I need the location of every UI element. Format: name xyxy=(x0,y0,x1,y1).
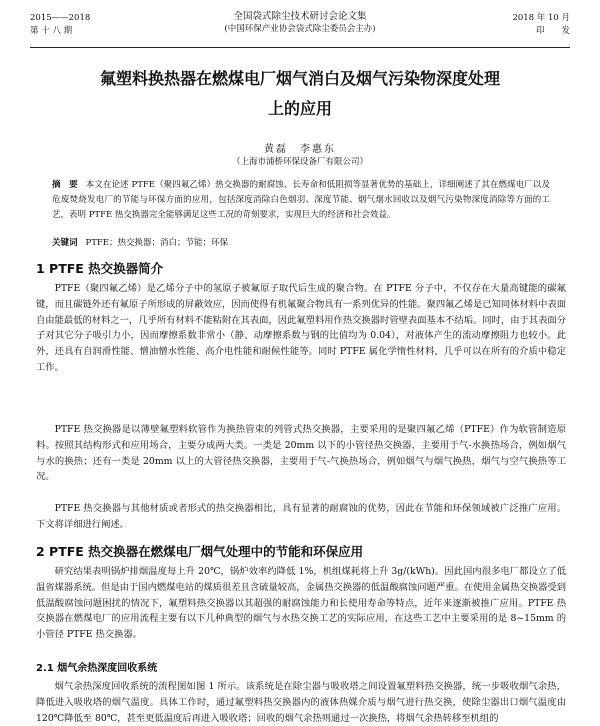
proceedings-title: 全国袋式除尘技术研讨会论文集 xyxy=(233,11,367,22)
header-print: 印 发 xyxy=(535,26,570,36)
section-1-paragraph-3: PTFE 热交换器与其他材质或者形式的热交换器相比，具有显著的耐腐蚀的优势，因此在节能和环保领域被广泛推广应用。下文将详细进行阐述。 xyxy=(36,503,566,530)
header-right xyxy=(512,12,570,38)
proceedings-organizer: (中国环保产业协会袋式除尘委员会主办) xyxy=(224,24,376,34)
header-date: 2018 年 10 月 xyxy=(512,13,570,23)
section-2-1-heading: 2.1 烟气余热深度回收系统 xyxy=(36,663,158,674)
authors: 黄磊 李惠东 xyxy=(264,144,336,155)
affiliation: （上海市浦桥环保设备厂有限公司） xyxy=(231,157,368,167)
abstract xyxy=(52,178,550,223)
article-title xyxy=(20,64,580,124)
section-2-heading: 2 PTFE 热交换器在燃煤电厂烟气处理中的节能和环保应用 xyxy=(36,544,364,559)
title-line-2: 上的应用 xyxy=(267,99,332,118)
section-1-paragraph-2: PTFE 热交换器是以薄壁氟塑料软管作为换热管束的列管式热交换器，主要采用的是聚四氟乙烯（PTFE）作为软管制造原料。按照其结构形式和应用场合，主要分成两大类。一类是 20mm 以下的小管径热交换器，主要用于气-水换热场合，例如烟气与水的换热；还有一类是 20mm 以上的大管径热交换器，主要用于气-气换热场合，例如烟气与烟气换热，烟气与空气换热等工况。 xyxy=(36,424,566,483)
section-1-heading: 1 PTFE 热交换器简介 xyxy=(36,261,164,276)
section-2-1-paragraph-1: 烟气余热深度回收系统的流程图如图 1 所示。该系统是在除尘器与吸收塔之间设置氟塑料热交换器，统一步吸收烟气余热，降低进入吸收塔的烟气温度。具体工作时，通过氟塑料热交换器内的液体热媒介质与烟气进行热交换，使除尘器出口烟气温度由 120℃降低至 80℃，甚至更低温度后再进入吸收塔；回收的烟气余热则通过一次换热，将烟气余热转移至机组的 xyxy=(36,681,566,724)
header-rule xyxy=(30,47,570,48)
keywords-text: PTFE；热交换器；消白；节能；环保 xyxy=(85,238,229,248)
keywords-label: 关键词 xyxy=(52,238,78,248)
title-line-1: 氟塑料换热器在燃煤电厂烟气消白及烟气污染物深度处理 xyxy=(99,69,500,88)
abstract-label: 摘 要 xyxy=(52,180,78,190)
abstract-text: 本文在论述 PTFE（聚四氟乙烯）热交换器的耐腐蚀、长寿命和低阻损等显著优势的基础上，详细阐述了其在燃煤电厂以及危废焚烧发电厂的节能与环保方面的应用，包括深度消除白色烟羽、深度节能、烟气烟水回收以及烟气污染物深度消除等方面的工艺，表明 PTFE 热交换器完全能够满足这些工况的苛刻要求，实现巨大的经济和社会效益。 xyxy=(52,180,550,220)
header-center xyxy=(30,10,570,36)
section-2-paragraph-1: 研究结果表明锅炉排烟温度每上升 20℃，锅炉效率约降低 1%，机组煤耗将上升 3g/(kWh)。因此国内很多电厂都设立了低温省煤器系统。但是由于国内燃煤电站的煤质很差且含硫量较高，金属热交换器的低温酸腐蚀问题严重。在使用金属热交换器受到低温酸腐蚀问题困扰的情况下，氟塑料热交换器以其超强的耐腐蚀能力和长使用寿命等特点，近年来逐渐被推广应用。PTFE 热交换器在燃煤电厂的应用流程主要有以下几种典型的烟气与水热交换工艺的实际应用，在这些工艺中主要采用的是 8~15mm 的小管径 PTFE 热交换器。 xyxy=(36,566,566,641)
header-issue: 第 十 八 期 xyxy=(30,26,73,36)
keywords xyxy=(52,236,550,250)
header-year: 2015——2018 xyxy=(30,13,91,23)
section-1-paragraph-1: PTFE（聚四氟乙烯）是乙烯分子中的氢原子被氟原子取代后生成的聚合物。在 PTFE 分子中，不仅存在大量高键能的碳氟键，而且碳链外还有氟原子所形成的屏蔽效应，因而使得有机氟聚合物具有一系列优异的性能。聚四氟乙烯是已知同体材料中表面自由能最低的材料之一，几乎所有材料不能粘附在其表面，因此氟塑料用作热交换器时管壁表面基本不结垢。同时，由于其表面分子对其它分子吸引力小，因而摩擦系数非常小（静、动摩擦系数与钢的比值均为 0.04），对液体产生的流动摩擦阻力也较小。此外，还具有自润滑性能、憎油憎水性能、高介电性能和耐候性能等。同时 PTFE 属化学惰性材料，几乎可以在所有的介质中稳定工作。 xyxy=(36,283,566,373)
running-header xyxy=(30,8,570,48)
